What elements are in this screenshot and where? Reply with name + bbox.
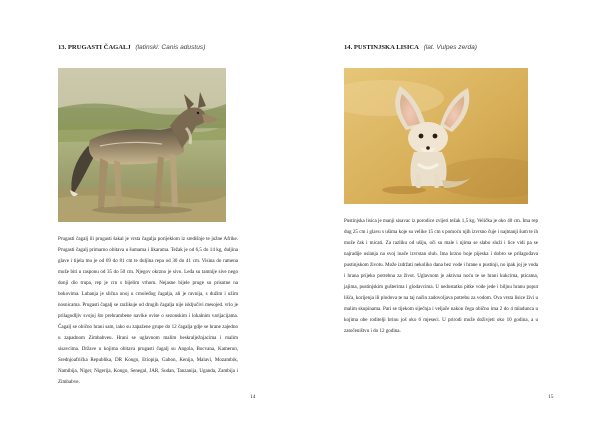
right-page-number: 15 [548,394,554,400]
right-page-title: 14. PUSTINJSKA LISICA [344,44,419,51]
left-page-number: 14 [250,394,256,400]
left-page-heading [58,44,205,51]
right-page-body-text: Pustinjska lisica je manji sisavac iz porodice zvijeri težak 1,5 kg. Velička je oko 40 cm. Ima rep dug 25 cm i glavu s ušima koje su velike 15 cm s pomoću njih izvrsno čuje i najmanji šum te ih može čak i micati. Za razliku od ušiju, oči su male i njima se slabo služi i lice vidi pa se najradije oslanja na svoj inače izvrstan sluh. Ima krzno boje pijeska i dobro se prilagođava pustinjskom životu. Može izdržati nekoliko dana bez vode i hrane u pustinji, no ipak joj je voda i hrana prijeko potrebna za život. Uglavnom je aktivna noću te se hrani kukcima, pticama, jajima, pustinjskim gušterima i glodavcima. U nedostatku pitke vode jede i biljnu hranu poput lišća, korijenja ili plodova te na taj način zadovoljava potrebu za vodom. Ova vrsta lisice živi u malim skupinama. Pari se tijekom siječnja i veljače nakon čega obično ima 2 do 4 mladunca u kojima obe roditelji brinu još oko 6 mjeseci. U prirodi može doživjeti oko 10 godina, a u zatočeništvu i do 12 godina. [344,218,538,334]
right-page [300,0,600,424]
right-page-latin-name: (lat. Vulpes zerda) [423,44,477,51]
jackal-photo [58,68,226,222]
fennec-fox-photo [344,68,528,204]
right-page-heading [344,44,477,51]
left-page-body-text: Prugasti čagalj ili prugasti šakal je vrsta čagalja porijeklom iz središnje te južne Afrike. Prugasti čagalj primarno obitava u šumama i likarama. Težak je od 6,5 do 14 kg, duljina glave i tijela mu je od 69 do 81 cm te duljina repa od 30 do 41 cm. Visina do ramena može biti u rasponu od 35 do 50 cm. Njegov okrzno je sivo. Leđa su tamnije sive nego donji dio trupa, rep je crn s bijelim vrhom. Nejasne bijele pruge su prisutne na bokovima. Lubanja je slična onoj u crnoleđog čagalja, ali je ravnija, s dužim i užim nosnicama. Prugasti čagalj se razlikuje od drugih čagalja nije isključivi mesojed. vrlo je prilagodljiv svojoj što prehrambene navike ovise o sezonskim i lokalnim varijacijama. Čagalj se obično hrani sam, iako su zapažene grupe do 12 čagalja gdje se hrane zajedno u zapadnom Zimbabveu. Hrani se uglavnom malim beskralježnjacima i malim sisavcima. Države u kojima obitava prugasti čagalj su Angola, Bocvana, Kamerun, Srednjoafrička Republika, DR Kongo, Etiopija, Gabon, Kenija, Malavi, Mozambik, Namibija, Niger, Nigerija, Kongo, Senegal, JAR, Sudan, Tanzanija, Uganda, Zambija i Zimbabve. [58,236,238,385]
left-page-latin-name: (latinski: Canis adustus) [135,44,206,51]
left-page-title: 13. PRUGASTI ČAGALJ [58,44,131,51]
